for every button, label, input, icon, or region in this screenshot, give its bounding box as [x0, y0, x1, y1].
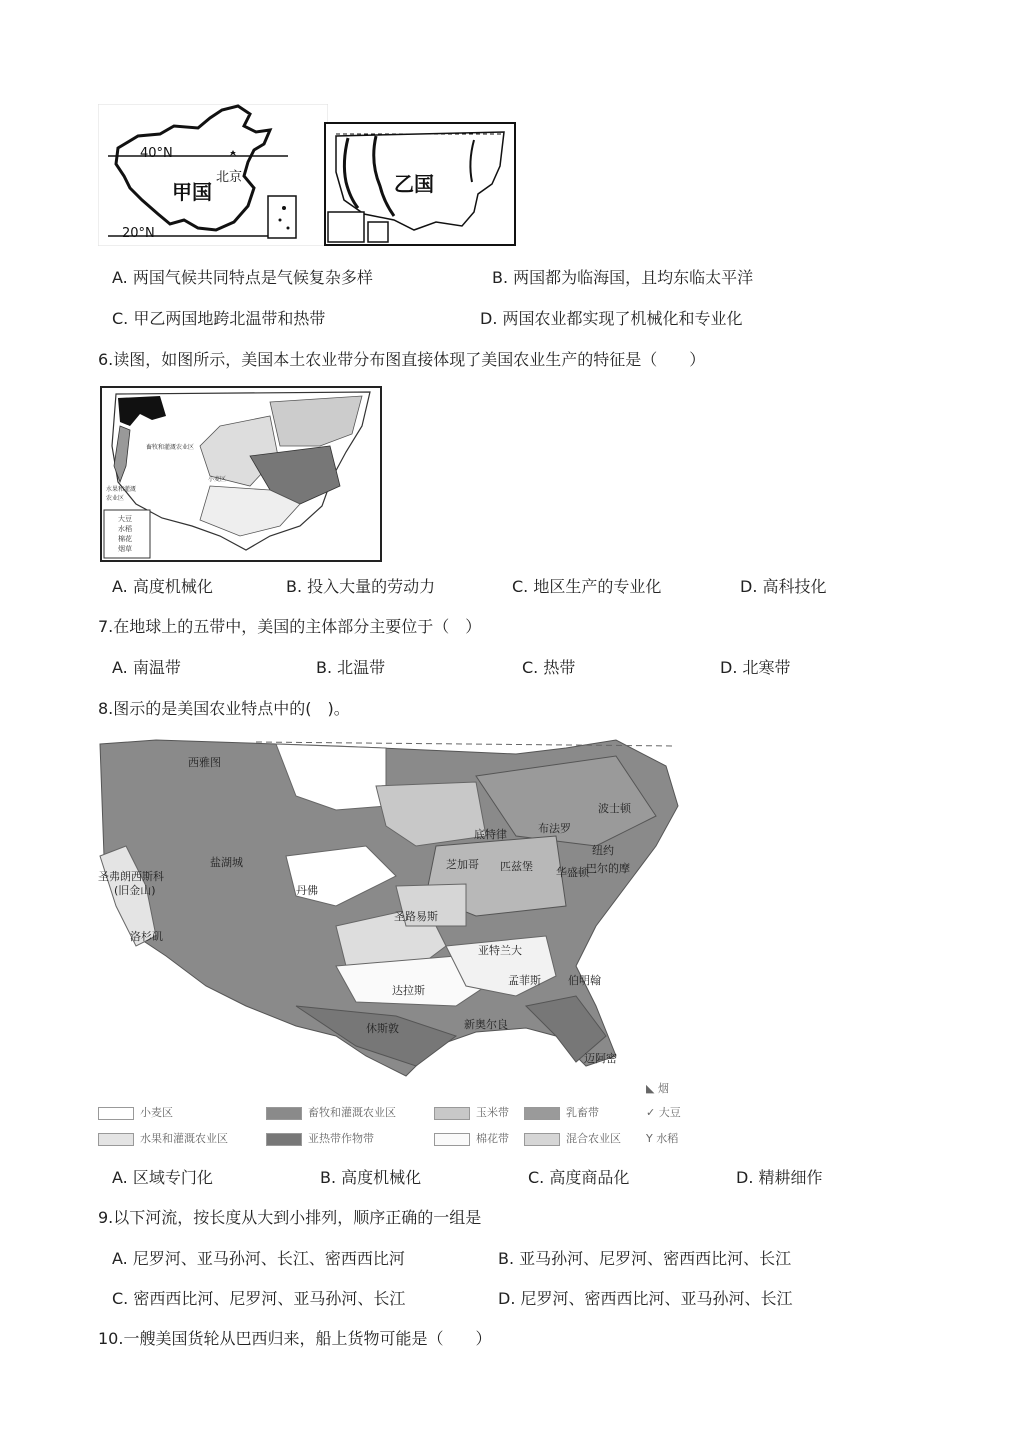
city-stlouis: 圣路易斯 [394, 910, 438, 923]
city-memphis: 孟菲斯 [508, 974, 541, 987]
city-washington: 华盛顿 [556, 866, 589, 879]
legend-mixed-label: 混合农业区 [566, 1132, 621, 1145]
city-houston: 休斯敦 [366, 1022, 399, 1035]
legend-wheat [98, 1104, 173, 1120]
q9-option-b: B. 亚马孙河、尼罗河、密西西比河、长江 [498, 1249, 792, 1268]
legend-soybean [646, 1104, 681, 1120]
legend-tobacco-label: 烟 [657, 1082, 669, 1095]
q7-option-d: D. 北寒带 [720, 658, 791, 677]
legend-corn [434, 1104, 509, 1120]
soybean-icon: ✓ [646, 1106, 656, 1119]
legend-mixed [524, 1130, 621, 1146]
q6-legend-cotton: 棉花 [118, 535, 132, 543]
usa-country-label: 乙国 [394, 172, 434, 196]
city-newyork: 纽约 [592, 844, 614, 857]
q6-label-wheat: 小麦区 [208, 476, 227, 483]
legend-wheat-label: 小麦区 [140, 1106, 173, 1119]
q6-stem: 6.读图，如图所示，美国本土农业带分布图直接体现了美国农业生产的特征是（ ） [98, 350, 706, 369]
q6-legend-rice: 水稻 [118, 525, 132, 533]
q8-option-b: B. 高度机械化 [320, 1168, 422, 1187]
legend-fruit [98, 1130, 228, 1146]
city-baltimore: 巴尔的摩 [586, 862, 630, 875]
q7-option-a: A. 南温带 [112, 658, 181, 677]
legend-corn-label: 玉米带 [476, 1106, 509, 1119]
lat-20-label: 20°N [122, 226, 155, 241]
q6-legend-soybean: 大豆 [118, 515, 132, 523]
q7-stem: 7.在地球上的五带中，美国的主体部分主要位于（ ） [98, 617, 482, 636]
usa-map-figure [324, 122, 516, 246]
city-chicago: 芝加哥 [446, 858, 479, 871]
q5-option-c: C. 甲乙两国地跨北温带和热带 [112, 309, 326, 328]
city-detroit: 底特律 [474, 828, 507, 841]
q8-option-d: D. 精耕细作 [736, 1168, 823, 1187]
q6-label-grazing: 畜牧和灌溉农业区 [146, 444, 195, 451]
legend-fruit-label: 水果和灌溉农业区 [140, 1132, 228, 1145]
q6-option-a: A. 高度机械化 [112, 577, 213, 596]
city-seattle: 西雅图 [188, 756, 221, 769]
tobacco-icon: ◣ [646, 1082, 655, 1095]
q5-option-a: A. 两国气候共同特点是气候复杂多样 [112, 268, 373, 287]
q5-option-d: D. 两国农业都实现了机械化和专业化 [480, 309, 743, 328]
city-sf: 圣弗朗西斯科 [98, 870, 164, 883]
legend-cotton [434, 1130, 509, 1146]
q9-option-a: A. 尼罗河、亚马孙河、长江、密西西比河 [112, 1249, 405, 1268]
legend-dairy [524, 1104, 599, 1120]
city-neworleans: 新奥尔良 [464, 1018, 508, 1031]
legend-grazing-label: 畜牧和灌溉农业区 [308, 1106, 396, 1119]
beijing-label: 北京 [216, 170, 243, 185]
q6-legend-tobacco: 烟草 [118, 545, 132, 553]
legend-grazing [266, 1104, 396, 1120]
q7-option-c: C. 热带 [522, 658, 576, 677]
rice-icon: Y [646, 1132, 653, 1145]
city-miami: 迈阿密 [584, 1052, 617, 1065]
q8-agriculture-map [96, 736, 696, 1086]
q9-option-d: D. 尼罗河、密西西比河、亚马孙河、长江 [498, 1289, 793, 1308]
legend-subtropical [266, 1130, 374, 1146]
legend-subtropical-label: 亚热带作物带 [308, 1132, 374, 1145]
city-denver: 丹佛 [296, 884, 318, 897]
china-map-figure [98, 104, 328, 246]
q8-option-c: C. 高度商品化 [528, 1168, 630, 1187]
q8-option-a: A. 区域专门化 [112, 1168, 213, 1187]
legend-soybean-label: 大豆 [658, 1106, 681, 1119]
q8-stem: 8.图示的是美国农业特点中的( )。 [98, 699, 350, 718]
q10-stem: 10.一艘美国货轮从巴西归来，船上货物可能是（ ） [98, 1329, 492, 1348]
q6-option-d: D. 高科技化 [740, 577, 827, 596]
legend-rice-label: 水稻 [656, 1132, 679, 1145]
city-saltlake: 盐湖城 [210, 856, 243, 869]
lat-40-label: 40°N [140, 146, 173, 161]
q9-option-c: C. 密西西比河、尼罗河、亚马孙河、长江 [112, 1289, 406, 1308]
q9-stem: 9.以下河流，按长度从大到小排列，顺序正确的一组是 [98, 1208, 482, 1227]
q5-option-b: B. 两国都为临海国，且均东临太平洋 [492, 268, 754, 287]
city-boston: 波士顿 [598, 802, 631, 815]
legend-tobacco [646, 1080, 669, 1096]
city-buffalo: 布法罗 [538, 822, 571, 835]
q6-option-c: C. 地区生产的专业化 [512, 577, 662, 596]
q7-option-b: B. 北温带 [316, 658, 386, 677]
q6-option-b: B. 投入大量的劳动力 [286, 577, 436, 596]
legend-dairy-label: 乳畜带 [566, 1106, 599, 1119]
q6-label-fruit: 水果和灌溉农业区 [106, 486, 137, 502]
q6-agriculture-map [100, 386, 382, 562]
china-country-label: 甲国 [172, 180, 212, 204]
city-birmingham: 伯明翰 [568, 974, 601, 987]
city-la: 洛杉矶 [130, 930, 163, 943]
city-dallas: 达拉斯 [392, 984, 425, 997]
city-atlanta: 亚特兰大 [478, 944, 522, 957]
legend-cotton-label: 棉花带 [476, 1132, 509, 1145]
city-sf-alt: (旧金山) [114, 884, 156, 897]
legend-rice [646, 1130, 678, 1146]
city-pittsburgh: 匹兹堡 [500, 860, 533, 873]
